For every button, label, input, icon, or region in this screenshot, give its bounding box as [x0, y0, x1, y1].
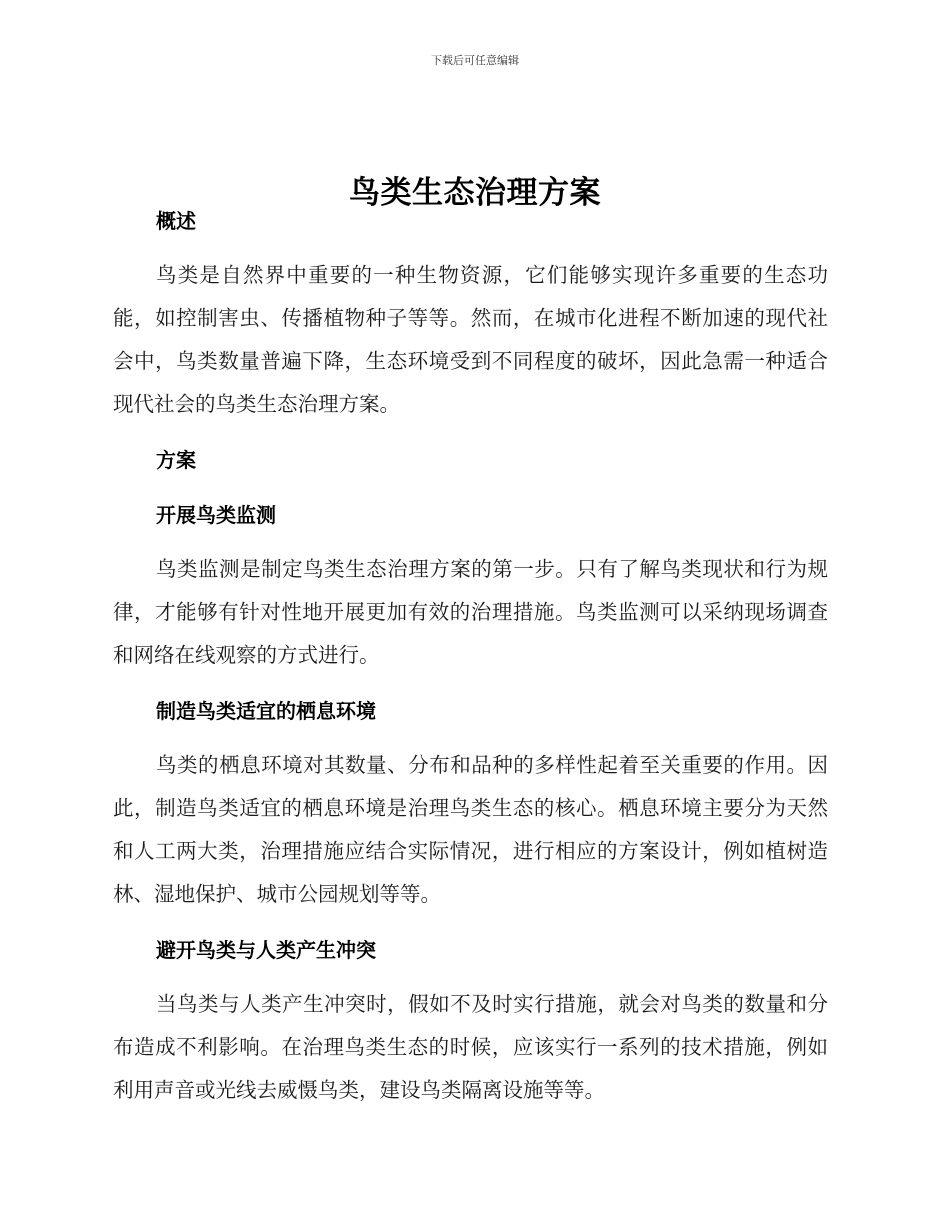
- section-heading-overview: 概述: [156, 209, 196, 233]
- document-title: 鸟类生态治理方案: [349, 174, 601, 211]
- section-heading-bird-monitoring: 开展鸟类监测: [156, 503, 276, 527]
- paragraph-habitat: 鸟类的栖息环境对其数量、分布和品种的多样性起着至关重要的作用。因此，制造鸟类适宜的栖息环境是治理鸟类生态的核心。栖息环境主要分为天然和人工两大类，治理措施应结合实际情况，进行相应的方案设计，例如植树造林、湿地保护、城市公园规划等等。: [113, 753, 828, 906]
- paragraph-bird-monitoring: 鸟类监测是制定鸟类生态治理方案的第一步。只有了解鸟类现状和行为规律，才能够有针对性地开展更加有效的治理措施。鸟类监测可以采纳现场调查和网络在线观察的方式进行。: [113, 557, 828, 667]
- paragraph-overview: 鸟类是自然界中重要的一种生物资源，它们能够实现许多重要的生态功能，如控制害虫、传播植物种子等等。然而，在城市化进程不断加速的现代社会中，鸟类数量普遍下降，生态环境受到不同程度的破坏，因此急需一种适合现代社会的鸟类生态治理方案。: [113, 263, 828, 416]
- document-body: [113, 199, 828, 1112]
- paragraph-conflict: 当鸟类与人类产生冲突时，假如不及时实行措施，就会对鸟类的数量和分布造成不利影响。在治理鸟类生态的时候，应该实行一系列的技术措施，例如利用声音或光线去威慑鸟类，建设鸟类隔离设施等等。: [113, 992, 828, 1102]
- header-note: 下载后可任意编辑: [431, 54, 519, 67]
- section-heading-habitat: 制造鸟类适宜的栖息环境: [156, 699, 376, 723]
- section-heading-plan: 方案: [156, 448, 196, 472]
- section-heading-conflict: 避开鸟类与人类产生冲突: [156, 938, 376, 962]
